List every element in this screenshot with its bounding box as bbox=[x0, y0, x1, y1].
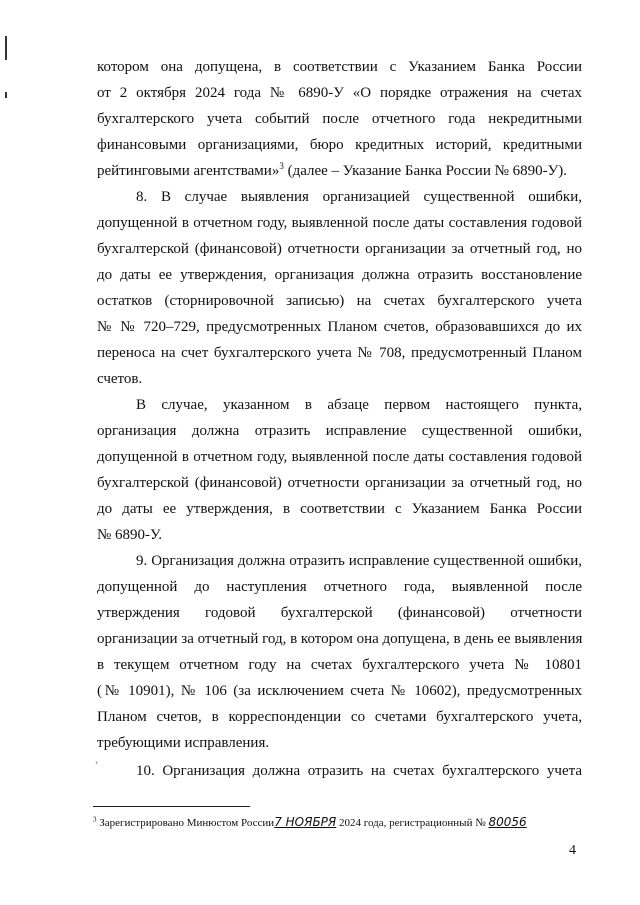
page-number: 4 bbox=[569, 843, 576, 858]
text-line: остатков (сторнировочной записью) на счетах бухгалтерского учета bbox=[97, 293, 582, 309]
footnote bbox=[93, 815, 573, 830]
text-line: бухгалтерской (финансовой) отчетности организации за отчетный год, но bbox=[97, 475, 582, 491]
paragraph-first-line: 8. В случае выявления организацией существенной ошибки, bbox=[136, 189, 582, 205]
text-line: в текущем отчетном году на счетах бухгалтерского учета № 10801 bbox=[97, 657, 582, 673]
paragraph-first-line: 9. Организация должна отразить исправление существенной ошибки, bbox=[136, 553, 582, 569]
text-line: финансовыми организациями, бюро кредитных историй, кредитными bbox=[97, 137, 582, 153]
text-line: допущенной в отчетном году, выявленной после даты составления годовой bbox=[97, 449, 582, 465]
text-line: переноса на счет бухгалтерского учета № 708, предусмотренный Планом bbox=[97, 345, 582, 361]
handwritten-registration-number: 80056 bbox=[488, 815, 527, 829]
text-line: бухгалтерского учета событий после отчетного года некредитными bbox=[97, 111, 582, 127]
text-line: требующими исправления. bbox=[97, 735, 270, 751]
paragraph-first-line: 10. Организация должна отразить на счетах бухгалтерского учета bbox=[136, 763, 582, 779]
margin-mark bbox=[5, 36, 7, 60]
text-line: котором она допущена, в соответствии с Указанием Банка России bbox=[97, 59, 582, 75]
text-line: от 2 октября 2024 года № 6890-У «О порядке отражения на счетах bbox=[97, 85, 582, 101]
text-fragment: (далее – Указание Банка России № 6890-У). bbox=[283, 163, 568, 179]
text-line bbox=[97, 162, 582, 180]
text-line: (№ 10901), № 106 (за исключением счета № 10602), предусмотренных bbox=[97, 683, 582, 699]
text-line: Планом счетов, в корреспонденции со счетами бухгалтерского учета, bbox=[97, 709, 582, 725]
footnote-separator bbox=[93, 806, 250, 807]
footnote-text: 2024 года, регистрационный № bbox=[336, 817, 489, 829]
text-fragment: рейтинговыми агентствами» bbox=[97, 163, 280, 179]
footnote-text: Зарегистрировано Минюстом России bbox=[99, 817, 275, 829]
footnote-reference: 3 bbox=[279, 161, 284, 171]
text-line: допущенной в отчетном году, выявленной после даты составления годовой bbox=[97, 215, 582, 231]
text-line: счетов. bbox=[97, 371, 143, 387]
text-line: организация должна отразить исправление существенной ошибки, bbox=[97, 423, 582, 439]
stray-mark: › bbox=[95, 757, 98, 767]
footnote-number: 3 bbox=[93, 815, 97, 824]
text-line: организации за отчетный год, в котором она допущена, в день ее выявления bbox=[97, 631, 583, 647]
text-line: утверждения годовой бухгалтерской (финансовой) отчетности bbox=[97, 605, 582, 621]
paragraph-first-line: В случае, указанном в абзаце первом настоящего пункта, bbox=[136, 397, 582, 413]
handwritten-date: 7 НОЯБРЯ bbox=[274, 815, 337, 829]
text-line: до даты ее утверждения, организация должна отразить восстановление bbox=[97, 267, 582, 283]
text-line: бухгалтерской (финансовой) отчетности организации за отчетный год, но bbox=[97, 241, 582, 257]
text-line: № № 720–729, предусмотренных Планом счетов, образовавшихся до их bbox=[97, 319, 582, 335]
text-line: № 6890-У. bbox=[97, 527, 162, 543]
margin-mark bbox=[5, 92, 7, 98]
text-line: до даты ее утверждения, в соответствии с Указанием Банка России bbox=[97, 501, 582, 517]
text-line: допущенной до наступления отчетного года, выявленной после bbox=[97, 579, 582, 595]
